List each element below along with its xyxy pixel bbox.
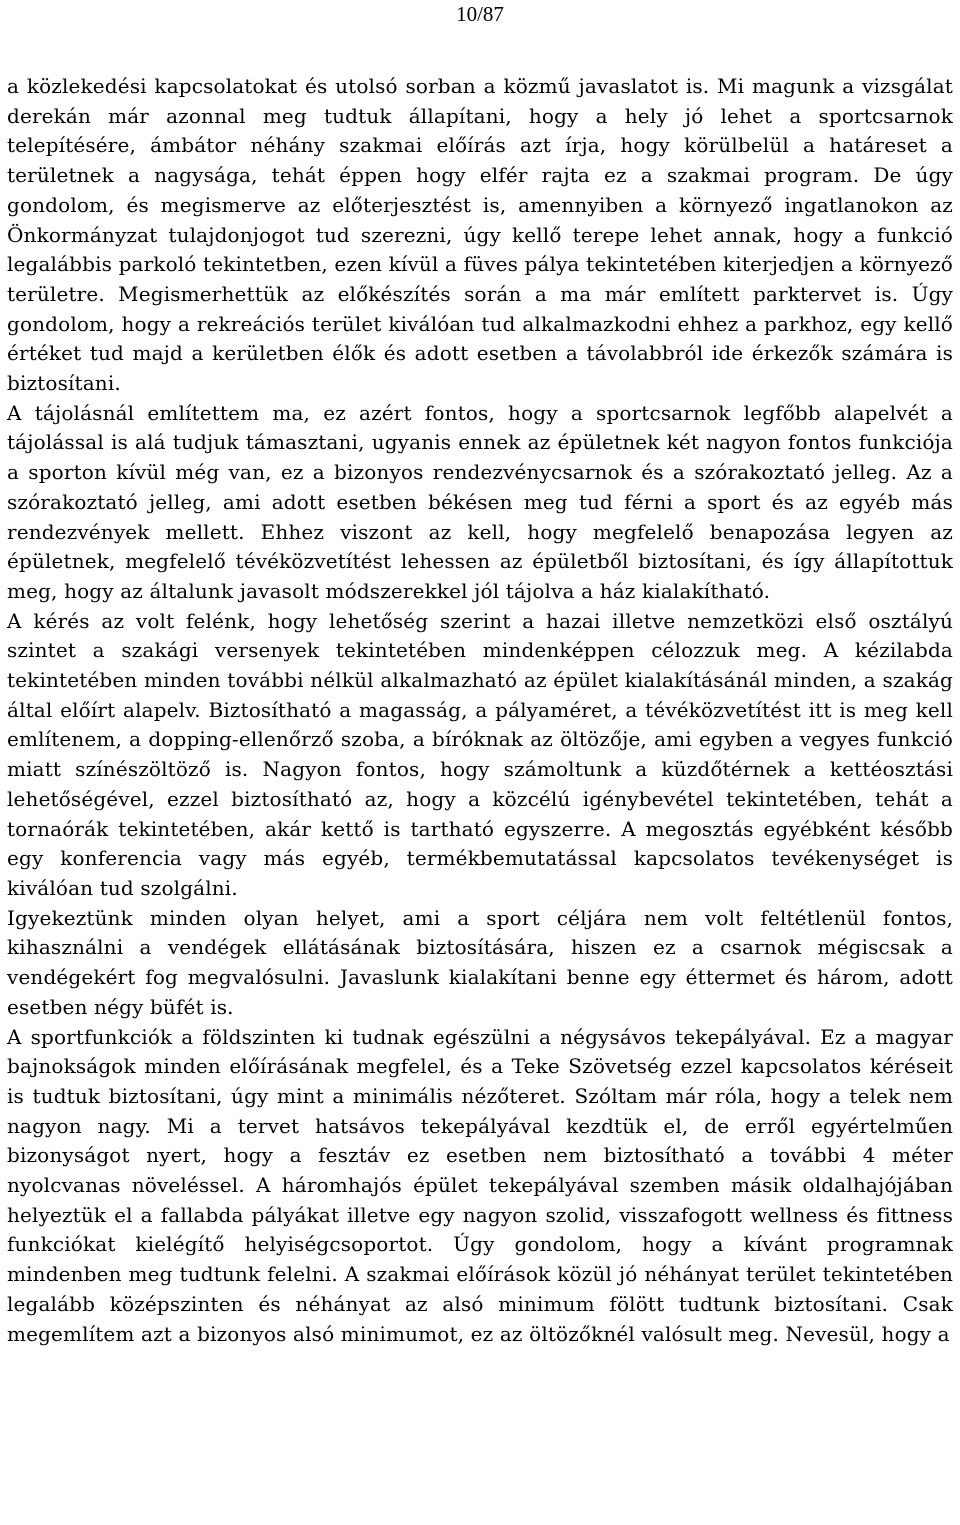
paragraph-4: Igyekeztünk minden olyan helyet, ami a sport céljára nem volt feltétlenül fontos, kihasználni a vendégek ellátásának biztosítására, hiszen ez a csarnok mégiscsak a vendégekért fog megvalósulni. Javaslunk kialakítani benne egy éttermet és három, adott esetben négy büfét is. xyxy=(7,905,953,1019)
page-number: 10/87 xyxy=(456,2,504,26)
paragraph-3: A kérés az volt felénk, hogy lehetőség szerint a hazai illetve nemzetközi első osztályú szintet a szakági versenyek tekintetében mindenképpen célozzuk meg. A kézilabda tekintetében minden további nélkül alkalmazható az épület kialakításánál minden, a szakág által előírt alapelv. Biztosítható a magasság, a pályaméret, a tévéközvetítést itt is meg kell említenem, a dopping-ellenőrző szoba, a bíróknak az öltözője, ami egyben a vegyes funkció miatt színészöltöző is. Nagyon fontos, hogy számoltunk a küzdőtérnek a kettéosztási lehetőségével, ezzel biztosítható az, hogy a közcélú igénybevétel tekintetében, tehát a tornaórák tekintetében, akár kettő is tartható egyszerre. A megosztás egyébként később egy konferencia vagy más egyéb, termékbemutatással kapcsolatos tevékenységet is kiválóan tud szolgálni. xyxy=(7,608,953,900)
paragraph-5: A sportfunkciók a földszinten ki tudnak egészülni a négysávos tekepályával. Ez a magyar bajnokságok minden előírásának megfelel, és a Teke Szövetség ezzel kapcsolatos kéréseit is tudtuk biztosítani, úgy mint a minimális nézőteret. Szóltam már róla, hogy a telek nem nagyon nagy. Mi a tervet hatsávos tekepályával kezdtük el, de erről egyértelműen bizonyságot nyert, hogy a fesztáv ez esetben nem biztosítható a további 4 méter nyolcvanas növeléssel. A háromhajós épület tekepályával szemben másik oldalhajójában helyeztük el a fallabda pályákat illetve egy nagyon szolid, visszafogott wellness és fittness funkciókat kielégítő helyiségcsoportot. Úgy gondolom, hogy a kívánt programnak mindenben meg tudtunk felelni. A szakmai előírások közül jó néhányat terület tekintetében legalább középszinten és néhányat az alsó minimum fölött tudtunk biztosítani. Csak megemlítem azt a bizonyos alsó minimumot, ez az öltözőknél valósult meg. Nevesül, hogy a xyxy=(7,1024,953,1346)
paragraph-1: a közlekedési kapcsolatokat és utolsó sorban a közmű javaslatot is. Mi magunk a vizsgálat derekán már azonnal meg tudtuk állapítani, hogy a hely jó lehet a sportcsarnok telepítésére, ámbátor néhány szakmai előírás azt írja, hogy körülbelül a határeset a területnek a nagysága, tehát éppen hogy elfér rajta ez a szakmai program. De úgy gondolom, és megismerve az előterjesztést is, amennyiben a környező ingatlanokon az Önkormányzat tulajdonjogot tud szerezni, úgy kellő terepe lehet annak, hogy a funkció legalábbis parkoló tekintetben, ezen kívül a füves pálya tekintetében kiterjedjen a környező területre. Megismerhettük az előkészítés során a ma már említett parktervet is. Úgy gondolom, hogy a rekreációs terület kiválóan tud alkalmazkodni ehhez a parkhoz, egy kellő értéket tud majd a kerületben élők és adott esetben a távolabbról ide érkezők számára is biztosítani. xyxy=(7,74,953,396)
paragraph-2: A tájolásnál említettem ma, ez azért fontos, hogy a sportcsarnok legfőbb alapelvét a tájolással is alá tudjuk támasztani, ugyanis ennek az épületnek két nagyon fontos funkciója a sporton kívül még van, ez a bizonyos rendezvénycsarnok és a szórakoztató jelleg. Az a szórakoztató jelleg, ami adott esetben békésen meg tud férni a sport és az egyéb más rendezvények mellett. Ehhez viszont az kell, hogy megfelelő benapozása legyen az épületnek, megfelelő tévéközvetítést lehessen az épületből biztosítani, és így állapítottuk meg, hogy az általunk javasolt módszerekkel jól tájolva a ház kialakítható. xyxy=(7,400,953,603)
document-body xyxy=(7,72,953,1349)
